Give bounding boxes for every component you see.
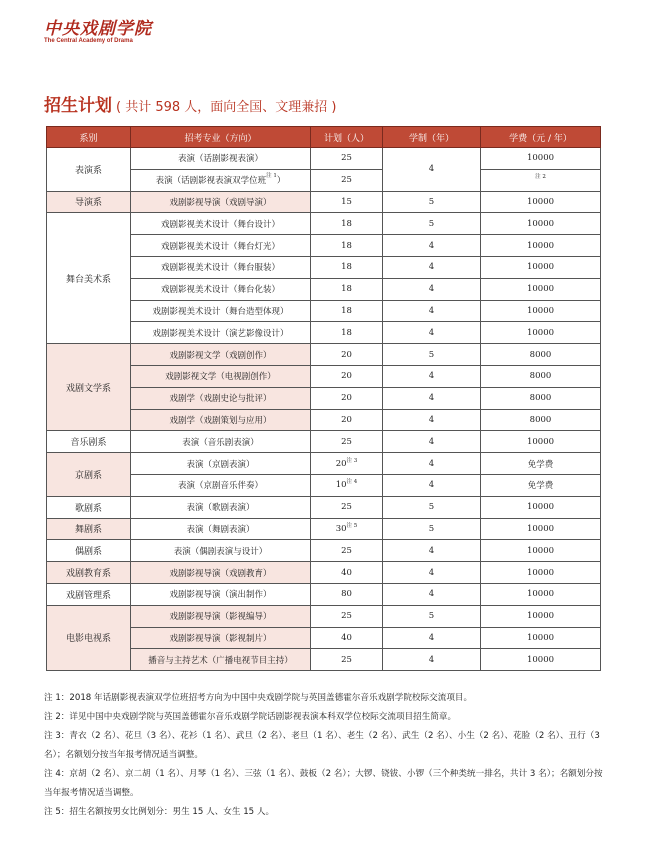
- years-cell: 4: [383, 453, 481, 475]
- note-marker: 注 1: [266, 173, 277, 180]
- major-cell: 戏剧影视导演（影视制片）: [131, 627, 311, 649]
- dept-cell: 舞剧系: [47, 518, 131, 540]
- major-cell: 戏剧影视导演（影视编导）: [131, 605, 311, 627]
- major-cell: 表演（歌剧表演）: [131, 496, 311, 518]
- fee-cell: 8000: [481, 409, 601, 431]
- years-cell: 4: [383, 474, 481, 496]
- table-row: [47, 344, 601, 366]
- dept-cell: 戏剧文学系: [47, 344, 131, 431]
- fee-cell: 10000: [481, 583, 601, 605]
- logo-chinese: 中央戏剧学院: [44, 19, 152, 39]
- fee-cell: 10000: [481, 191, 601, 213]
- fee-cell: 10000: [481, 605, 601, 627]
- plan-cell: 20: [311, 409, 383, 431]
- heading-title: 招生计划: [44, 96, 112, 116]
- table-row: [47, 409, 601, 431]
- dept-cell: 舞台美术系: [47, 213, 131, 344]
- major-cell: 戏剧影视文学（电视剧创作）: [131, 365, 311, 387]
- fee-cell: 10000: [481, 649, 601, 671]
- table-row: [47, 518, 601, 540]
- table-row: [47, 496, 601, 518]
- plan-cell: 25: [311, 540, 383, 562]
- header-dept: 系别: [47, 127, 131, 148]
- plan-cell: 18: [311, 322, 383, 344]
- years-cell: 5: [383, 213, 481, 235]
- plan-value: 30: [335, 523, 347, 534]
- header-major: 招考专业（方向）: [131, 127, 311, 148]
- major-cell: 戏剧影视导演（戏剧导演）: [131, 191, 311, 213]
- header-years: 学制（年）: [383, 127, 481, 148]
- table-row: [47, 387, 601, 409]
- plan-cell: [311, 518, 383, 540]
- table-row: [47, 627, 601, 649]
- plan-cell: 25: [311, 649, 383, 671]
- table-row: [47, 235, 601, 257]
- logo-english: The Central Academy of Drama: [44, 38, 133, 44]
- major-cell: [131, 169, 311, 191]
- fee-cell: 10000: [481, 148, 601, 170]
- major-cell: 表演（话剧影视表演）: [131, 148, 311, 170]
- table-row: [47, 474, 601, 496]
- heading-subtitle: ( 共计 598 人，面向全国、文理兼招 ): [116, 100, 337, 115]
- table-row: [47, 278, 601, 300]
- header-plan: 计划（人）: [311, 127, 383, 148]
- fee-cell: 10000: [481, 235, 601, 257]
- years-cell: 4: [383, 322, 481, 344]
- table-row: [47, 540, 601, 562]
- years-cell: 4: [383, 365, 481, 387]
- footnotes: [44, 689, 604, 822]
- major-cell: 戏剧影视美术设计（舞台化装）: [131, 278, 311, 300]
- plan-cell: 18: [311, 256, 383, 278]
- plan-cell: 20: [311, 365, 383, 387]
- table-row: [47, 649, 601, 671]
- plan-cell: 18: [311, 235, 383, 257]
- fee-cell: 10000: [481, 562, 601, 584]
- fee-cell: 8000: [481, 344, 601, 366]
- table-row: [47, 322, 601, 344]
- table-row: [47, 605, 601, 627]
- plan-cell: 80: [311, 583, 383, 605]
- major-cell: 表演（京剧表演）: [131, 453, 311, 475]
- table-row: [47, 213, 601, 235]
- fee-cell: 10000: [481, 322, 601, 344]
- major-cell: 戏剧学（戏剧策划与应用）: [131, 409, 311, 431]
- major-cell: 戏剧影视导演（演出制作）: [131, 583, 311, 605]
- plan-value: 10: [335, 480, 347, 491]
- years-cell: 4: [383, 278, 481, 300]
- major-cell: 播音与主持艺术（广播电视节目主持）: [131, 649, 311, 671]
- years-cell: 4: [383, 583, 481, 605]
- table-row: [47, 148, 601, 170]
- plan-cell: 25: [311, 496, 383, 518]
- plan-cell: 18: [311, 300, 383, 322]
- fee-cell: 8000: [481, 387, 601, 409]
- dept-cell: 歌剧系: [47, 496, 131, 518]
- years-cell: 5: [383, 605, 481, 627]
- major-cell: 表演（偶剧表演与设计）: [131, 540, 311, 562]
- table-header-row: [47, 127, 601, 148]
- years-cell: 4: [383, 148, 481, 192]
- fee-cell: 10000: [481, 213, 601, 235]
- note-marker: 注 5: [346, 522, 358, 529]
- years-cell: 5: [383, 496, 481, 518]
- dept-cell: 电影电视系: [47, 605, 131, 670]
- plan-cell: 18: [311, 278, 383, 300]
- plan-cell: 20: [311, 344, 383, 366]
- dept-cell: 音乐剧系: [47, 431, 131, 453]
- major-cell: 戏剧影视美术设计（舞台设计）: [131, 213, 311, 235]
- dept-cell: 戏剧教育系: [47, 562, 131, 584]
- fee-cell: 免学费: [481, 474, 601, 496]
- school-logo: [44, 14, 152, 44]
- major-cell: 表演（音乐剧表演）: [131, 431, 311, 453]
- major-cell: 戏剧影视美术设计（舞台服装）: [131, 256, 311, 278]
- fee-cell: 10000: [481, 540, 601, 562]
- dept-cell: 导演系: [47, 191, 131, 213]
- fee-cell: 10000: [481, 496, 601, 518]
- fee-cell: 10000: [481, 278, 601, 300]
- table-row: [47, 453, 601, 475]
- fee-cell: 10000: [481, 300, 601, 322]
- years-cell: 5: [383, 191, 481, 213]
- plan-cell: [311, 453, 383, 475]
- major-cell: 表演（舞剧表演）: [131, 518, 311, 540]
- plan-cell: 25: [311, 169, 383, 191]
- plan-value: 20: [335, 458, 347, 469]
- table-row: [47, 256, 601, 278]
- section-heading: [44, 91, 337, 116]
- years-cell: 4: [383, 409, 481, 431]
- table-row: [47, 562, 601, 584]
- plan-cell: 25: [311, 148, 383, 170]
- fee-cell: 10000: [481, 627, 601, 649]
- major-text-close: ）: [276, 176, 286, 187]
- years-cell: 4: [383, 256, 481, 278]
- years-cell: 5: [383, 344, 481, 366]
- note-marker: 注 3: [346, 457, 358, 464]
- footnote: 注 3：青衣（2 名）、花旦（3 名）、花衫（1 名）、武旦（2 名）、老旦（1 名）、老生（2 名）、武生（2 名）、小生（2 名）、花脸（2 名）、丑行（3 名）；名额划分按当年报考情况适当调整。: [44, 731, 600, 760]
- years-cell: 4: [383, 627, 481, 649]
- fee-cell: 10000: [481, 518, 601, 540]
- fee-cell: 8000: [481, 365, 601, 387]
- table-row: [47, 300, 601, 322]
- footnote: 注 2：详见中国中央戏剧学院与英国盖德霍尔音乐戏剧学院话剧影视表演本科双学位校际交流项目招生简章。: [44, 712, 457, 722]
- major-cell: 戏剧影视导演（戏剧教育）: [131, 562, 311, 584]
- years-cell: 4: [383, 540, 481, 562]
- major-cell: 戏剧影视美术设计（舞台灯光）: [131, 235, 311, 257]
- dept-cell: 京剧系: [47, 453, 131, 497]
- major-cell: 戏剧影视美术设计（舞台造型体现）: [131, 300, 311, 322]
- note-marker: 注 4: [346, 479, 358, 486]
- plan-cell: [311, 474, 383, 496]
- years-cell: 4: [383, 300, 481, 322]
- note-marker: 注 2: [535, 174, 546, 181]
- dept-cell: 表演系: [47, 148, 131, 192]
- table-row: [47, 431, 601, 453]
- years-cell: 4: [383, 387, 481, 409]
- header-fee: 学费（元 / 年）: [481, 127, 601, 148]
- years-cell: 5: [383, 518, 481, 540]
- plan-cell: 40: [311, 627, 383, 649]
- dept-cell: 戏剧管理系: [47, 583, 131, 605]
- plan-cell: 40: [311, 562, 383, 584]
- plan-cell: 15: [311, 191, 383, 213]
- years-cell: 4: [383, 431, 481, 453]
- footnote: 注 5：招生名额按男女比例划分：男生 15 人、女生 15 人。: [44, 807, 275, 817]
- footnote: 注 1：2018 年话剧影视表演双学位班招考方向为中国中央戏剧学院与英国盖德霍尔音乐戏剧学院校际交流项目。: [44, 693, 473, 703]
- major-cell: 戏剧影视美术设计（演艺影像设计）: [131, 322, 311, 344]
- fee-cell: 10000: [481, 431, 601, 453]
- major-text: 表演（话剧影视表演双学位班: [155, 176, 267, 187]
- major-cell: 表演（京剧音乐伴奏）: [131, 474, 311, 496]
- enrollment-table: [46, 126, 601, 671]
- plan-cell: 18: [311, 213, 383, 235]
- major-cell: 戏剧学（戏剧史论与批评）: [131, 387, 311, 409]
- footnote: 注 4：京胡（2 名）、京二胡（1 名）、月琴（1 名）、三弦（1 名）、鼓板（2 名）；大锣、铙钹、小锣（三个种类统一排名，共计 3 名）；名额划分按当年报考情况适当调整。: [44, 769, 603, 798]
- years-cell: 4: [383, 562, 481, 584]
- fee-cell: 10000: [481, 256, 601, 278]
- plan-cell: 25: [311, 431, 383, 453]
- table-row: [47, 191, 601, 213]
- years-cell: 4: [383, 649, 481, 671]
- fee-cell: [481, 169, 601, 191]
- fee-cell: 免学费: [481, 453, 601, 475]
- major-cell: 戏剧影视文学（戏剧创作）: [131, 344, 311, 366]
- dept-cell: 偶剧系: [47, 540, 131, 562]
- years-cell: 4: [383, 235, 481, 257]
- plan-cell: 25: [311, 605, 383, 627]
- table-row: [47, 583, 601, 605]
- plan-cell: 20: [311, 387, 383, 409]
- table-row: [47, 169, 601, 191]
- table-row: [47, 365, 601, 387]
